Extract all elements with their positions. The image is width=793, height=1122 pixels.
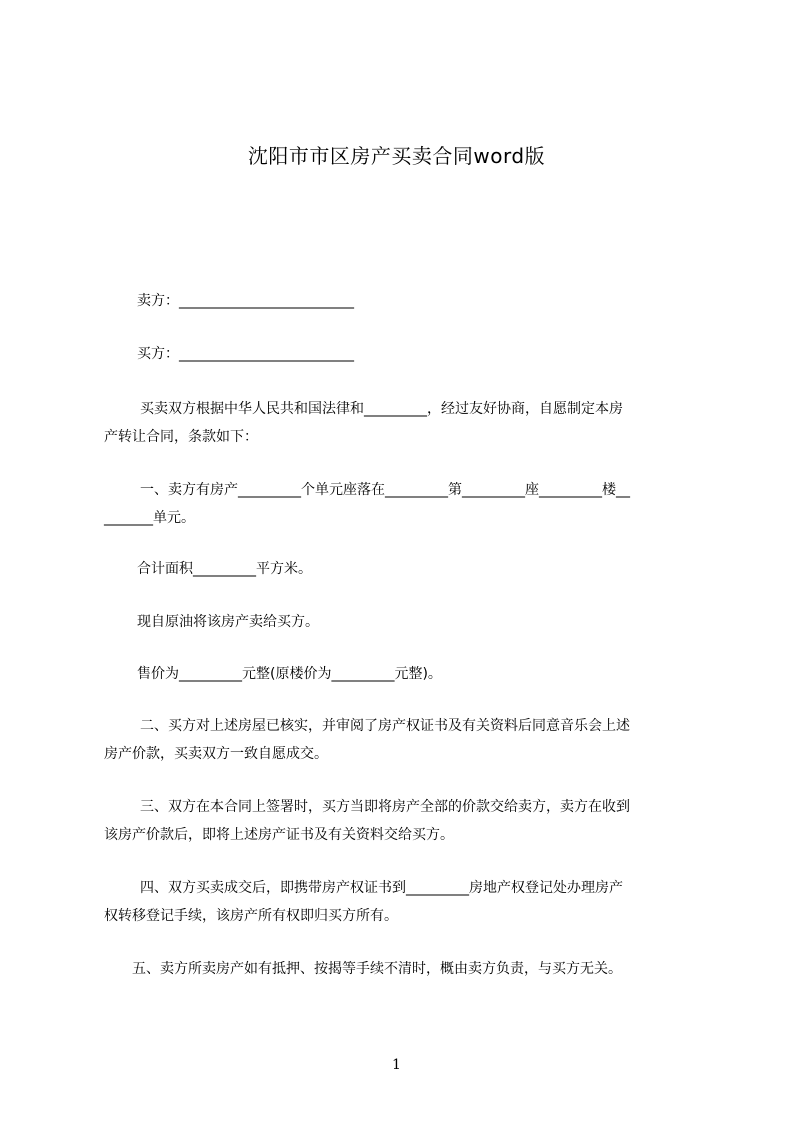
page-number: 1 xyxy=(392,1057,401,1073)
document-title: 沈阳市市区房产买卖合同word版 xyxy=(247,144,546,168)
intro-row-2: 产转让合同，条款如下： xyxy=(104,429,258,445)
clause-1-row-1: 一、卖方有房产_________个单元座落在_________第_________座_________楼__ xyxy=(140,482,630,498)
clause-1-row-2: _______单元。 xyxy=(104,510,195,526)
seller-line: 卖方：_________________________ xyxy=(137,293,354,309)
clause-5-paragraph xyxy=(104,955,700,983)
buyer-line: 买方：_________________________ xyxy=(137,346,354,362)
clause-5-row-1: 五、卖方所卖房产如有抵押、按揭等手续不清时，概由卖方负责，与买方无关。 xyxy=(132,961,622,977)
price-line: 售价为_________元整(原楼价为_________元整)。 xyxy=(137,666,442,682)
clause-2-paragraph xyxy=(104,712,700,768)
clause-3-row-2: 该房产价款后，即将上述房产证书及有关资料交给买方。 xyxy=(104,827,454,843)
intro-row-1: 买卖双方根据中华人民共和国法律和_________，经过友好协商，自愿制定本房 xyxy=(140,401,623,417)
intro-paragraph xyxy=(104,395,700,451)
clause-3-paragraph xyxy=(104,793,700,849)
clause-4-row-2: 权转移登记手续，该房产所有权即归买方所有。 xyxy=(104,908,398,924)
clause-2-row-2: 房产价款，买卖双方一致自愿成交。 xyxy=(104,746,328,762)
sell-line: 现自原油将该房产卖给买方。 xyxy=(137,614,319,630)
area-line: 合计面积_________平方米。 xyxy=(137,561,312,577)
clause-1-paragraph xyxy=(104,476,700,532)
clause-4-paragraph xyxy=(104,874,700,930)
clause-3-row-1: 三、双方在本合同上签署时，买方当即将房产全部的价款交给卖方，卖方在收到 xyxy=(140,799,630,815)
clause-4-row-1: 四、双方买卖成交后，即携带房产权证书到_________房地产权登记处办理房产 xyxy=(140,880,623,896)
clause-2-row-1: 二、买方对上述房屋已核实，并审阅了房产权证书及有关资料后同意音乐会上述 xyxy=(140,718,630,734)
